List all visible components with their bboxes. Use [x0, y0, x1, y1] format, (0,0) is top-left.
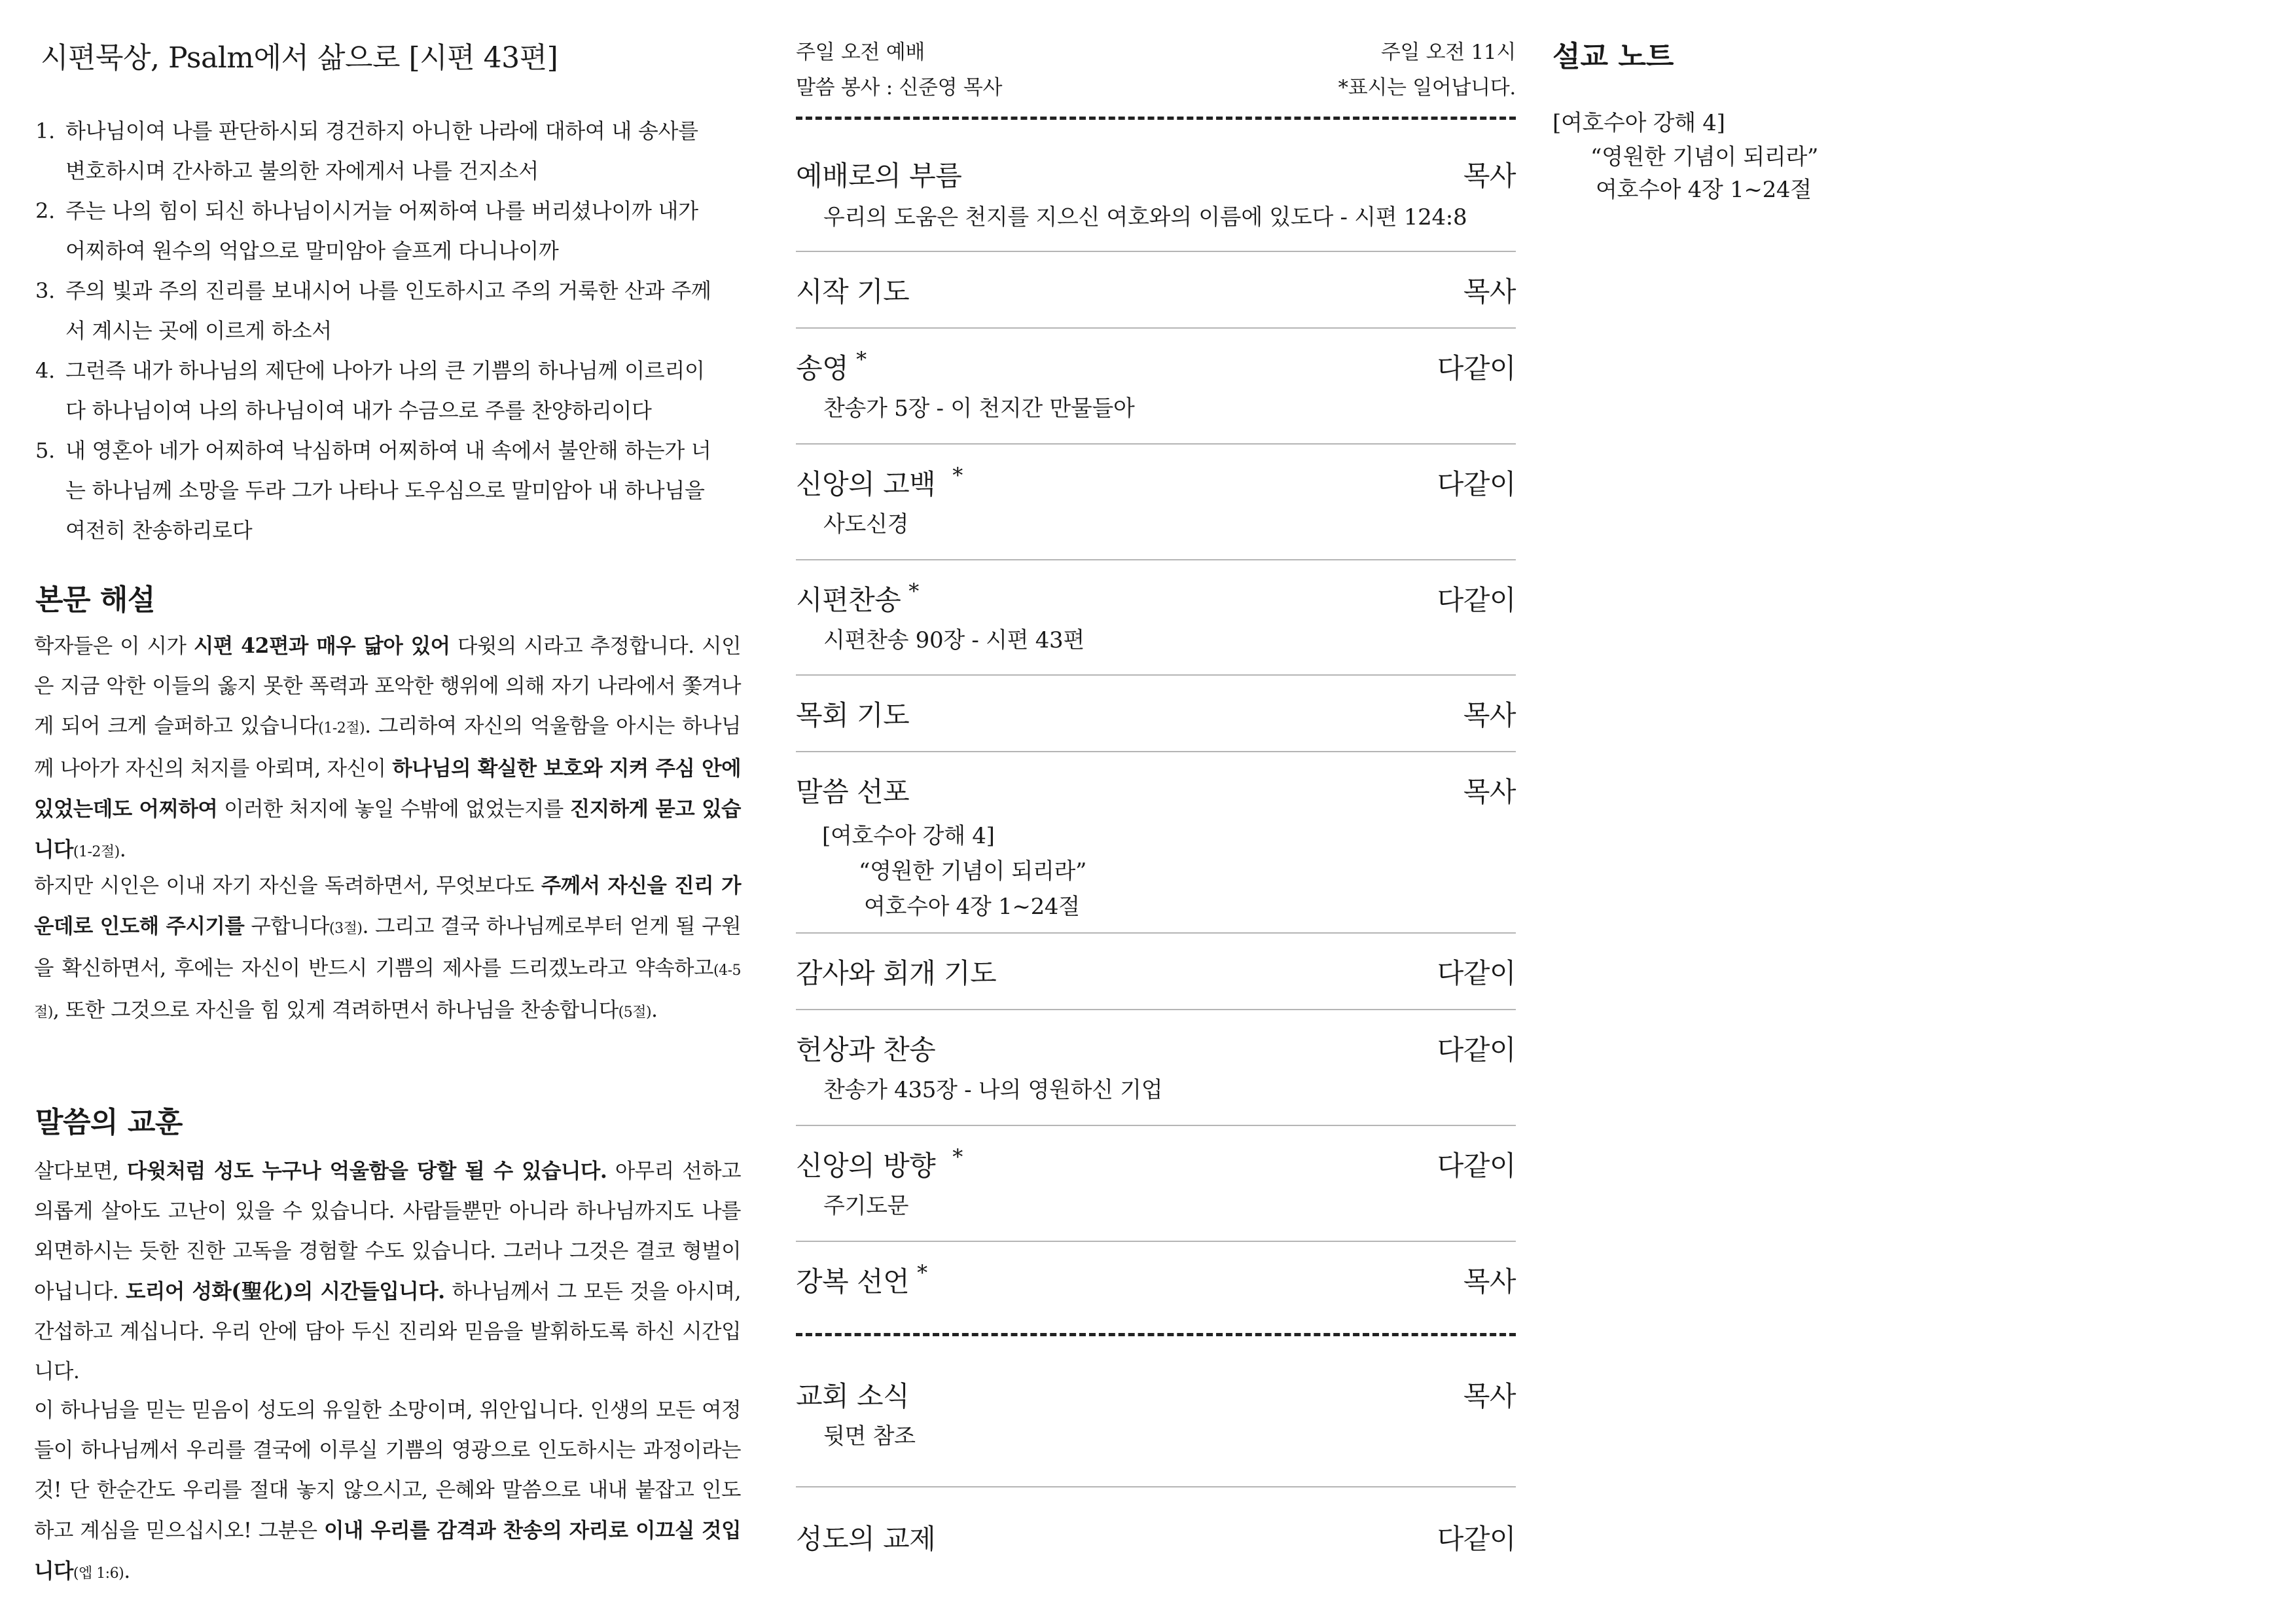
item-name: 시편찬송 * — [796, 579, 919, 616]
item-leader: 다같이 — [1437, 352, 1516, 384]
item-leader: 다같이 — [1437, 584, 1516, 616]
body-text: 학자들은 이 시가 — [34, 634, 194, 658]
item-divider — [796, 327, 1516, 329]
item-detail: [여호수아 강해 4] — [822, 823, 995, 849]
body-text: 다윗의 시라고 추정합니다. 시인은 지금 악한 이들의 옳지 못한 폭력과 포악한 행위에 의해 자기 나라에서 쫓겨나게 되어 크게 슬퍼하고 있습니다 — [34, 634, 741, 738]
verse-reference: (엡 1:6) — [73, 1565, 124, 1582]
lesson-heading: 말씀의 교훈 — [35, 1106, 183, 1139]
body-text: . — [651, 998, 658, 1022]
emphasis-text: 이내 우리를 감격과 찬송의 자리로 이끄실 것입니다 — [34, 1518, 742, 1583]
item-detail: “영원한 기념이 되리라” — [859, 858, 1087, 884]
service-time: 주일 오전 11시 — [1380, 41, 1516, 64]
item-divider — [796, 1486, 1516, 1487]
verse-text: 다 하나님이여 나의 하나님이여 내가 수금으로 주를 찬양하리이다 — [65, 398, 652, 423]
psalm-verse-list — [34, 111, 741, 551]
verse-text: 하나님이여 나를 판단하시되 경건하지 아니한 나라에 대하여 내 송사를 — [65, 119, 698, 143]
verse-reference: (5절) — [618, 1004, 652, 1021]
item-name: 교회 소식 — [796, 1380, 910, 1412]
item-divider — [796, 251, 1516, 252]
verse-reference: (4-5절) — [34, 962, 741, 1021]
body-text: 아무리 선하고 의롭게 살아도 고난이 있을 수 있습니다. 사람들뿐만 아니라 하나님까지도 나를 외면하시는 듯한 진한 고독을 경험할 수도 있습니다. 그러나 그것은 결코 형벌이 아닙니다. — [34, 1159, 742, 1304]
dashed-divider — [796, 117, 1516, 120]
verse-text: 여전히 찬송하리로다 — [65, 518, 253, 543]
item-leader: 목사 — [1463, 276, 1516, 308]
item-name: 헌상과 찬송 — [796, 1034, 936, 1066]
item-divider — [796, 1125, 1516, 1126]
item-detail: 찬송가 435장 - 나의 영원하신 기업 — [823, 1077, 1163, 1103]
body-text: 살다보면, — [34, 1159, 127, 1183]
item-detail: 뒷면 참조 — [823, 1423, 916, 1450]
item-leader: 목사 — [1463, 1266, 1516, 1298]
item-detail: 우리의 도움은 천지를 지으신 여호와의 이름에 있도다 - 시편 124:8 — [823, 204, 1467, 230]
item-divider — [796, 932, 1516, 934]
item-name: 신앙의 고백 * — [796, 463, 963, 500]
item-name: 목회 기도 — [796, 699, 910, 731]
item-leader: 다같이 — [1437, 468, 1516, 500]
item-leader: 다같이 — [1437, 1523, 1516, 1555]
body-text: . — [119, 838, 126, 862]
body-text: 구합니다 — [244, 915, 330, 938]
lesson-paragraph — [34, 1151, 741, 1392]
item-divider — [796, 443, 1516, 445]
verse-reference: (3절) — [329, 921, 363, 937]
item-leader: 목사 — [1463, 776, 1516, 808]
body-text: 이러한 처지에 놓일 수밖에 없었는지를 — [217, 797, 570, 821]
verse-text: 내 영혼아 네가 어찌하여 낙심하며 어찌하여 내 속에서 불안해 하는가 너 — [65, 438, 711, 463]
verse-text: 서 계시는 곳에 이르게 하소서 — [65, 318, 332, 343]
commentary-paragraph — [34, 866, 741, 1032]
body-text: . 그리하여 자신의 억울함을 아시는 하나님께 나아가 자신의 처지를 아뢰며, 자신이 — [34, 714, 741, 780]
body-text: . 그리고 결국 하나님께로부터 얻게 될 구원을 확신하면서, 후에는 자신이 반드시 기쁨의 제사를 드리겠노라고 약속하고 — [34, 915, 741, 980]
item-divider — [796, 674, 1516, 676]
item-name: 감사와 회개 기도 — [796, 957, 997, 989]
commentary-paragraph — [34, 626, 741, 872]
verse-number: 5. — [35, 438, 55, 463]
sermon-notes-title: 설교 노트 — [1552, 40, 1674, 73]
body-text: 하지만 시인은 이내 자기 자신을 독려하면서, 무엇보다도 — [34, 874, 541, 898]
item-divider — [796, 559, 1516, 560]
item-leader: 목사 — [1463, 160, 1516, 192]
emphasis-text: 진지하게 묻고 있습니다 — [34, 797, 741, 862]
item-detail: 사도신경 — [823, 511, 909, 538]
item-leader: 다같이 — [1437, 1150, 1516, 1182]
item-detail: 찬송가 5장 - 이 천지간 만물들아 — [823, 395, 1135, 422]
dashed-divider — [796, 1333, 1516, 1336]
sermon-scripture: 여호수아 4장 1~24절 — [1596, 177, 1812, 203]
verse-reference: (1-2절) — [73, 844, 120, 860]
item-divider — [796, 1241, 1516, 1242]
verse-text: 그런즉 내가 하나님의 제단에 나아가 나의 큰 기쁨의 하나님께 이르리이 — [65, 358, 705, 383]
verse-item — [34, 431, 741, 551]
body-text: , 또한 그것으로 자신을 힘 있게 격려하면서 하나님을 찬송합니다 — [52, 998, 619, 1022]
verse-item — [34, 111, 741, 191]
verse-reference: (1-2절) — [318, 720, 365, 737]
emphasis-text: 시편 42편과 매우 닮아 있어 — [193, 634, 450, 658]
verse-item — [34, 351, 741, 431]
verse-number: 4. — [35, 358, 55, 383]
emphasis-text: 주께서 자신을 진리 가운데로 인도해 주시기를 — [34, 873, 741, 938]
item-name: 강복 선언 * — [796, 1260, 927, 1298]
verse-item — [34, 271, 741, 351]
sermon-series: [여호수아 강해 4] — [1552, 110, 1725, 136]
verse-number: 1. — [35, 119, 55, 143]
emphasis-text: 다윗처럼 성도 누구나 억울함을 당할 될 수 있습니다. — [126, 1159, 607, 1183]
emphasis-text: 도리어 성화(聖化)의 시간들입니다. — [126, 1279, 445, 1304]
item-name: 성도의 교제 — [796, 1523, 936, 1555]
item-leader: 다같이 — [1437, 957, 1516, 989]
item-leader: 목사 — [1463, 1380, 1516, 1412]
item-name: 송영 * — [796, 347, 867, 384]
item-name: 말씀 선포 — [796, 776, 910, 808]
verse-text: 변호하시며 간사하고 불의한 자에게서 나를 건지소서 — [65, 158, 539, 183]
lesson-paragraph — [34, 1391, 741, 1594]
item-divider — [796, 1009, 1516, 1010]
item-detail: 시편찬송 90장 - 시편 43편 — [823, 627, 1085, 653]
verse-text: 주의 빛과 주의 진리를 보내시어 나를 인도하시고 주의 거룩한 산과 주께 — [65, 278, 711, 303]
verse-text: 는 하나님께 소망을 두라 그가 나타나 도우심으로 말미암아 내 하나님을 — [65, 478, 705, 503]
service-name: 주일 오전 예배 — [796, 41, 925, 64]
item-name: 예배로의 부름 — [796, 160, 962, 192]
stand-note: *표시는 일어납니다. — [1338, 76, 1516, 100]
body-text: 이 하나님을 믿는 믿음이 성도의 유일한 소망이며, 위안입니다. 인생의 모든 여정들이 하나님께서 우리를 결국에 이루실 기쁨의 영광으로 인도하시는 과정이라는 것! 단 한순간도 우리를 절대 놓지 않으시고, 은혜와 말씀으로 내내 붙잡고 인도하고 계심을 믿으십시오! 그분은 — [34, 1398, 741, 1542]
item-leader: 다같이 — [1437, 1034, 1516, 1066]
item-name: 시작 기도 — [796, 276, 910, 308]
page-title: 시편묵상, Psalm에서 삶으로 [시편 43편] — [41, 41, 558, 75]
commentary-heading: 본문 해설 — [35, 583, 155, 617]
emphasis-text: 하나님의 확실한 보호와 지켜 주심 안에 있었는데도 어찌하여 — [34, 756, 741, 821]
item-divider — [796, 751, 1516, 752]
item-detail: 여호수아 4장 1~24절 — [864, 894, 1080, 920]
preacher: 말씀 봉사 : 신준영 목사 — [796, 76, 1003, 100]
verse-number: 3. — [35, 278, 55, 303]
body-text: 하나님께서 그 모든 것을 아시며, 간섭하고 계십니다. 우리 안에 담아 두신 진리와 믿음을 발휘하도록 하신 시간입니다. — [34, 1280, 742, 1383]
verse-text: 어찌하여 원수의 억압으로 말미암아 슬프게 다니나이까 — [65, 238, 559, 263]
sermon-title: “영원한 기념이 되리라” — [1590, 144, 1819, 170]
item-detail: 주기도문 — [823, 1193, 909, 1219]
item-leader: 목사 — [1463, 699, 1516, 731]
verse-number: 2. — [35, 198, 55, 223]
body-text: . — [124, 1559, 130, 1583]
verse-text: 주는 나의 힘이 되신 하나님이시거늘 어찌하여 나를 버리셨나이까 내가 — [65, 198, 698, 223]
item-name: 신앙의 방향 * — [796, 1144, 963, 1182]
verse-item — [34, 191, 741, 271]
